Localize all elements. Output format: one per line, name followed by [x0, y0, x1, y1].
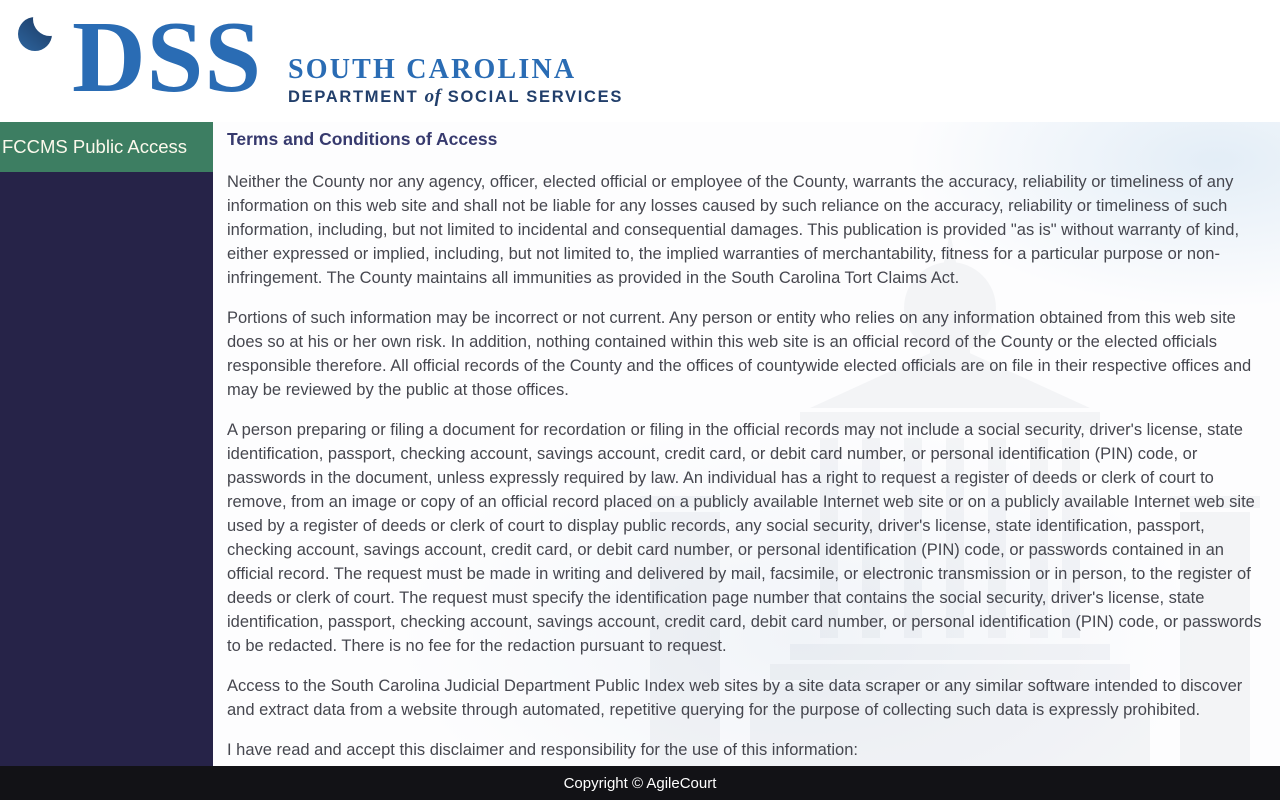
header [0, 0, 1280, 122]
logo-state-name: SOUTH CAROLINA [288, 54, 577, 85]
terms-paragraph-scraper: Access to the South Carolina Judicial Department Public Index web sites by a site data scraper or any similar software intended to discover and extract data from a website through automated, repetitive querying for the purpose of collecting such data is expressly prohibited. [227, 677, 1243, 719]
terms-paragraph-redaction: A person preparing or filing a document for recordation or filing in the official records may not include a social security, driver's license, state identification, passport, checking account, savings account, credit card, or debit card number, or personal identification (PIN) code, or passwords in the document, unless expressly required by law. An individual has a right to request a register of deeds or clerk of court to remove, from an image or copy of an official record placed on a publicly available Internet web site or on a publicly available Internet web site used by a register of deeds or clerk of court to display public records, any social security, driver's license, state identification, passport, checking account, savings account, credit card, or debit card number, or personal identification (PIN) code, or passwords contained in an official record. The request must be made in writing and delivered by mail, facsimile, or electronic transmission or in person, to the register of deeds or clerk of court. The request must specify the identification page number that contains the social security, driver's license, state identification, passport, checking account, savings account, credit card, debit card number, or personal identification (PIN) code, or passwords to be redacted. There is no fee for the redaction pursuant to request. [227, 421, 1262, 655]
terms-paragraph-disclaimer: Neither the County nor any agency, officer, elected official or employee of the County, warrants the accuracy, reliability or timeliness of any information on this web site and shall not be liable for any losses caused by such reliance on the accuracy, reliability or timeliness of such information, including, but not limited to incidental and consequential damages. This publication is provided "as is" without warranty of kind, either expressed or implied, including, but not limited to, the implied warranties of merchantability, fitness for a particular purpose or non-infringement. The County maintains all immunities as provided in the South Carolina Tort Claims Act. [227, 173, 1240, 287]
footer [0, 766, 1280, 800]
logo-dept-of: of [424, 86, 442, 107]
page-title: Terms and Conditions of Access [227, 129, 498, 149]
copyright-text: Copyright © AgileCourt [563, 774, 717, 792]
sidebar [0, 122, 213, 766]
terms-paragraph-accuracy: Portions of such information may be incorrect or not current. Any person or entity who relies on any information obtained from this web site does so at his or her own risk. In addition, nothing contained within this web site is an official record of the County or the elected officials responsible therefore. All official records of the County and the offices of countywide elected officials are on file in their respective offices and may be reviewed by the public at those offices. [227, 309, 1252, 399]
logo-dept-word: DEPARTMENT [288, 88, 419, 106]
logo-text [288, 56, 623, 106]
body-row [0, 122, 1280, 766]
logo-dept-word: SOCIAL SERVICES [447, 88, 624, 106]
main-content [213, 122, 1280, 766]
terms-paragraph-accept: I have read and accept this disclaimer and responsibility for the use of this information: [227, 741, 858, 759]
crescent-moon-icon [18, 7, 56, 53]
sidebar-item-fccms-public-access[interactable]: FCCMS Public Access [0, 122, 213, 172]
logo-acronym: DSS [72, 1, 263, 114]
logo-dept-name [288, 88, 623, 106]
